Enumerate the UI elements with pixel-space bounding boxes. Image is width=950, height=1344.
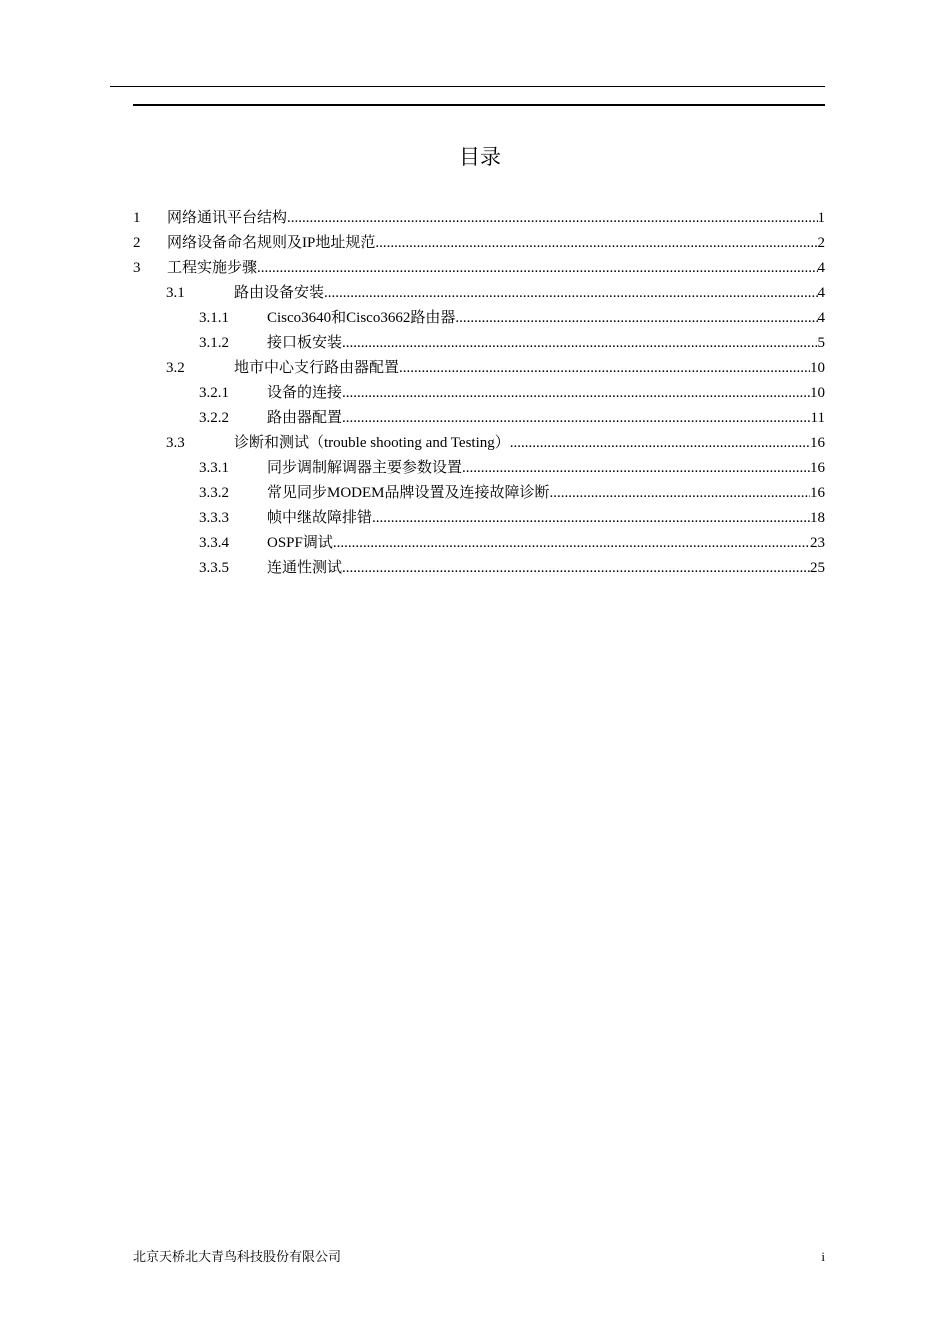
toc-entry-page: 23 <box>810 535 825 551</box>
header-rule-second <box>133 104 825 106</box>
toc-entry-page: 16 <box>810 460 825 476</box>
toc-entry-number: 3.3 <box>166 435 185 451</box>
toc-dot-leader <box>324 281 817 306</box>
toc-entry-title: Cisco3640和Cisco3662路由器 <box>267 310 456 326</box>
toc-dot-leader <box>342 556 810 581</box>
toc-dot-leader <box>342 331 817 356</box>
toc-entry[interactable] <box>199 556 825 581</box>
toc-entry-title: 常见同步MODEM品牌设置及连接故障诊断 <box>267 485 550 501</box>
toc-entry-number: 2 <box>133 235 141 251</box>
toc-entry-page: 10 <box>810 360 825 376</box>
toc-entry-title: 接口板安装 <box>267 335 343 351</box>
toc-entry-number: 3.3.1 <box>199 460 229 476</box>
toc-entry-number: 3.2.1 <box>199 385 229 401</box>
toc-entry[interactable] <box>166 431 825 456</box>
toc-entry-title: 工程实施步骤 <box>167 260 258 276</box>
toc-entry[interactable] <box>133 256 825 281</box>
toc-entry-page: 4 <box>817 310 825 326</box>
toc-entry-title: 同步调制解调器主要参数设置 <box>267 460 463 476</box>
toc-entry-title: 路由设备安装 <box>234 285 325 301</box>
toc-entry-number: 3.1 <box>166 285 185 301</box>
toc-entry[interactable] <box>199 481 825 506</box>
toc-dot-leader <box>287 206 817 231</box>
toc-entry-title: 网络设备命名规则及IP地址规范 <box>167 235 376 251</box>
toc-entry[interactable] <box>133 206 825 231</box>
toc-entry[interactable] <box>199 506 825 531</box>
toc-entry[interactable] <box>133 231 825 256</box>
toc-entry-page: 18 <box>810 510 825 526</box>
toc-entry-number: 3.1.2 <box>199 335 229 351</box>
toc-entry-title: 设备的连接 <box>267 385 343 401</box>
toc-dot-leader <box>342 406 811 431</box>
toc-entry[interactable] <box>166 281 825 306</box>
toc-entry-title: OSPF调试 <box>267 535 333 551</box>
toc-entry-title: 网络通讯平台结构 <box>167 210 288 226</box>
toc-entry[interactable] <box>199 456 825 481</box>
toc-entry[interactable] <box>199 306 825 331</box>
toc-dot-leader <box>342 381 810 406</box>
footer-company-name: 北京天桥北大青鸟科技股份有限公司 <box>133 1249 342 1264</box>
toc-dot-leader <box>510 431 810 456</box>
toc-entry-page: 11 <box>810 410 825 426</box>
toc-entry[interactable] <box>199 531 825 556</box>
toc-dot-leader <box>333 531 810 556</box>
toc-entry[interactable] <box>199 406 825 431</box>
toc-dot-leader <box>399 356 810 381</box>
toc-dot-leader <box>375 231 817 256</box>
toc-entry-title: 连通性测试 <box>267 560 343 576</box>
toc-entry-number: 1 <box>133 210 141 226</box>
toc-dot-leader <box>257 256 817 281</box>
toc-entry-page: 25 <box>810 560 825 576</box>
toc-entry-page: 4 <box>817 285 825 301</box>
toc-entry-number: 3.1.1 <box>199 310 229 326</box>
toc-entry-number: 3.2 <box>166 360 185 376</box>
toc-entry-number: 3.3.5 <box>199 560 229 576</box>
toc-entry-page: 5 <box>817 335 825 351</box>
toc-entry-number: 3.3.2 <box>199 485 229 501</box>
header-rule-top <box>110 86 825 87</box>
toc-entry-page: 1 <box>817 210 825 226</box>
toc-entry[interactable] <box>199 381 825 406</box>
toc-dot-leader <box>455 306 817 331</box>
toc-entry-number: 3.2.2 <box>199 410 229 426</box>
toc-entry-title: 帧中继故障排错 <box>267 510 373 526</box>
toc-title: 目录 <box>459 145 501 169</box>
toc-entry-title: 诊断和测试（trouble shooting and Testing） <box>234 435 510 451</box>
toc-entry-page: 16 <box>810 435 825 451</box>
footer-page-number: i <box>821 1249 825 1264</box>
toc-entry[interactable] <box>166 356 825 381</box>
toc-dot-leader <box>462 456 810 481</box>
toc-entry-page: 4 <box>817 260 825 276</box>
toc-entry-page: 10 <box>810 385 825 401</box>
toc-entry-page: 16 <box>810 485 825 501</box>
toc-entry[interactable] <box>199 331 825 356</box>
toc-entry-page: 2 <box>817 235 825 251</box>
toc-entry-number: 3 <box>133 260 141 276</box>
toc-entry-number: 3.3.4 <box>199 535 229 551</box>
toc-dot-leader <box>372 506 810 531</box>
toc-entry-title: 地市中心支行路由器配置 <box>234 360 400 376</box>
toc-entry-number: 3.3.3 <box>199 510 229 526</box>
toc-dot-leader <box>550 481 810 506</box>
toc-entry-title: 路由器配置 <box>267 410 343 426</box>
